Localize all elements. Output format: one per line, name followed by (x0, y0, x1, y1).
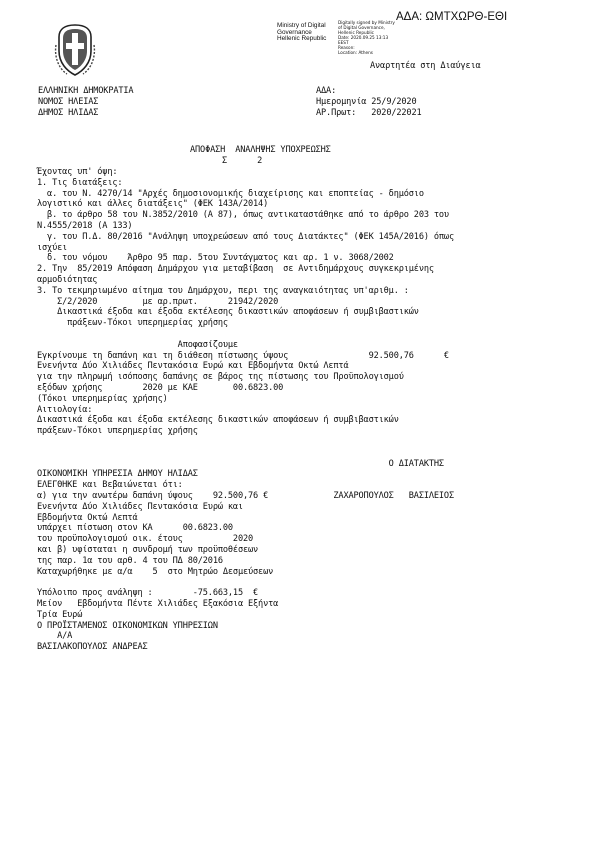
body-line: Έχοντας υπ' όψη: (37, 167, 118, 177)
body-line: Μείον Εβδομήντα Πέντε Χιλιάδες Εξακόσια Εξήντα (37, 599, 279, 609)
body-line: α. του Ν. 4270/14 "Αρχές δημοσιονομικής διαχείρισης και εποπτείας - δημόσιο (37, 188, 424, 199)
protocol-number: ΑΡ.Πρωτ: 2020/22021 (316, 108, 422, 118)
body-line: α) για την ανωτέρω δαπάνη ύψους 92.500,76 € ΖΑΧΑΡΟΠΟΥΛΟΣ ΒΑΣΙΛΕΙΟΣ (37, 491, 454, 501)
hellenic-republic-emblem (53, 21, 97, 78)
signature-detail-line: Location: Athens (338, 50, 373, 55)
body-line: του προϋπολογισμού οικ. έτους 2020 (37, 534, 254, 545)
body-line: 1. Τις διατάξεις: (37, 177, 123, 188)
body-line: αρμοδιότητας (37, 275, 98, 285)
ada-field: ΑΔΑ: (316, 86, 337, 96)
body-line: ισχύει (37, 242, 68, 253)
body-line: (Τόκοι υπερημερίας χρήσης) (37, 393, 168, 404)
body-line: Εβδομήντα Οκτώ Λεπτά (37, 512, 138, 523)
body-line: Ν.4555/2018 (Α 133) (37, 221, 133, 231)
body-line: Αιτιολογία: (37, 404, 93, 415)
signature-detail-line: of Digital Governance, (338, 25, 385, 30)
signature-detail-line: Hellenic Republic (338, 30, 374, 35)
body-line: γ. του Π.Δ. 80/2016 "Ανάληψη υποχρεώσεων από τους Διατάκτες" (ΦΕΚ 145Α/2016) όπως (37, 231, 454, 242)
body-line: Α/Α (37, 631, 73, 642)
decision-title: ΑΠΟΦΑΣΗ ΑΝΑΛΗΨΗΣ ΥΠΟΧΡΕΩΣΗΣ (190, 145, 331, 155)
signature-label-line: Hellenic Republic (277, 35, 327, 43)
body-line: Καταχωρήθηκε με α/α 5 στο Μητρώο Δεσμεύσεων (37, 566, 274, 577)
body-line: λογιστικό και άλλες διατάξεις" (ΦΕΚ 143Α/2014) (37, 199, 269, 210)
body-line: της παρ. 1α του αρθ. 4 του ΠΔ 80/2016 (37, 555, 223, 566)
body-line: Αποφασίζουμε (37, 339, 238, 350)
issuer-prefecture: ΝΟΜΟΣ ΗΛΕΙΑΣ (38, 97, 99, 107)
body-line: Ενενήντα Δύο Χιλιάδες Πεντακόσια Ευρώ και (37, 501, 243, 512)
body-line: δ. του νόμου Άρθρο 95 παρ. 5του Συντάγματος και αρ. 1 ν. 3068/2002 (37, 253, 394, 264)
body-line: Εγκρίνουμε τη δαπάνη και τη διάθεση πίστωσης ύψους 92.500,76 € (37, 350, 449, 361)
body-line: υπάρχει πίστωση στον ΚΑ 00.6823.00 (37, 523, 233, 534)
body-line: εξόδων χρήσης 2020 με ΚΑΕ 00.6823.00 (37, 383, 284, 393)
posting-note: Αναρτητέα στη Διαύγεια (370, 61, 481, 71)
body-line: Σ/2/2020 με αρ.πρωτ. 21942/2020 (37, 296, 279, 307)
decision-number: Σ 2 (222, 156, 263, 166)
body-line: πράξεων-Τόκοι υπερημερίας χρήσης (37, 426, 198, 437)
ada-code: ΑΔΑ: ΩΜΤΧΩΡΘ-ΕΘΙ (396, 11, 508, 23)
body-line: Ενενήντα Δύο Χιλιάδες Πεντακόσια Ευρώ και Εβδομήντα Οκτώ Λεπτά (37, 361, 349, 372)
body-line: 3. Το τεκμηριωμένο αίτημα του Δημάρχου, περι της αναγκαιότητας υπ'αριθμ. : (37, 285, 409, 296)
signature-detail-line: EEST (338, 40, 349, 45)
body-line: 2. Την 85/2019 Απόφαση Δημάρχου για μεταβίβαση σε Αντιδημάρχους συγκεκριμένης (37, 264, 434, 275)
body-line: ΕΛΕΓΘΗΚΕ και Βεβαιώνεται ότι: (37, 480, 183, 491)
body-line: πράξεων-Τόκοι υπερημερίας χρήσης (37, 318, 228, 329)
signature-detail-line: Digitally signed by Ministry (338, 20, 395, 25)
body-line: Τρία Ευρώ (37, 609, 83, 620)
signature-label-line: Ministry of Digital (277, 22, 326, 29)
issuer-municipality: ΔΗΜΟΣ ΗΛΙΔΑΣ (38, 108, 99, 118)
body-line: για την πληρωμή ισόποσης δαπάνης σε βάρος της πίστωσης του Προϋπολογισμού (37, 372, 404, 383)
body-line: ΟΙΚΟΝΟΜΙΚΗ ΥΠΗΡΕΣΙΑ ΔΗΜΟΥ ΗΛΙΔΑΣ (37, 469, 198, 480)
signature-label (277, 23, 326, 43)
body-line: Ο ΔΙΑΤΑΚΤΗΣ (37, 458, 444, 469)
body-line: Ο ΠΡΟΪΣΤΑΜΕΝΟΣ ΟΙΚΟΝΟΜΙΚΩΝ ΥΠΗΡΕΣΙΩΝ (37, 620, 218, 631)
body-line: Υπόλοιπο προς ανάληψη : -75.663,15 € (37, 588, 259, 599)
body-line: Δικαστικά έξοδα και έξοδα εκτέλεσης δικαστικών αποφάσεων ή συμβιβαστικών (37, 307, 419, 318)
issuer-country: ΕΛΛΗΝΙΚΗ ΔΗΜΟΚΡΑΤΙΑ (38, 86, 134, 96)
body-line: β. το άρθρο 58 του Ν.3852/2010 (Α 87), όπως αντικαταστάθηκε από το άρθρο 203 του (37, 210, 449, 221)
date-field: Ημερομηνία 25/9/2020 (316, 97, 417, 107)
body-line: Δικαστικά έξοδα και έξοδα εκτέλεσης δικαστικών αποφάσεων ή συμβιβαστικών (37, 415, 399, 426)
body-line: και β) υφίσταται η συνδρομή των προϋποθέσεων (37, 545, 259, 555)
signature-detail-line: Reason: (338, 45, 355, 50)
signature-label-line: Governance (277, 28, 312, 36)
signature-detail-line: Date: 2020.09.25 13:13 (338, 35, 389, 40)
body-line: ΒΑΣΙΛΑΚΟΠΟΥΛΟΣ ΑΝΔΡΕΑΣ (37, 642, 148, 653)
